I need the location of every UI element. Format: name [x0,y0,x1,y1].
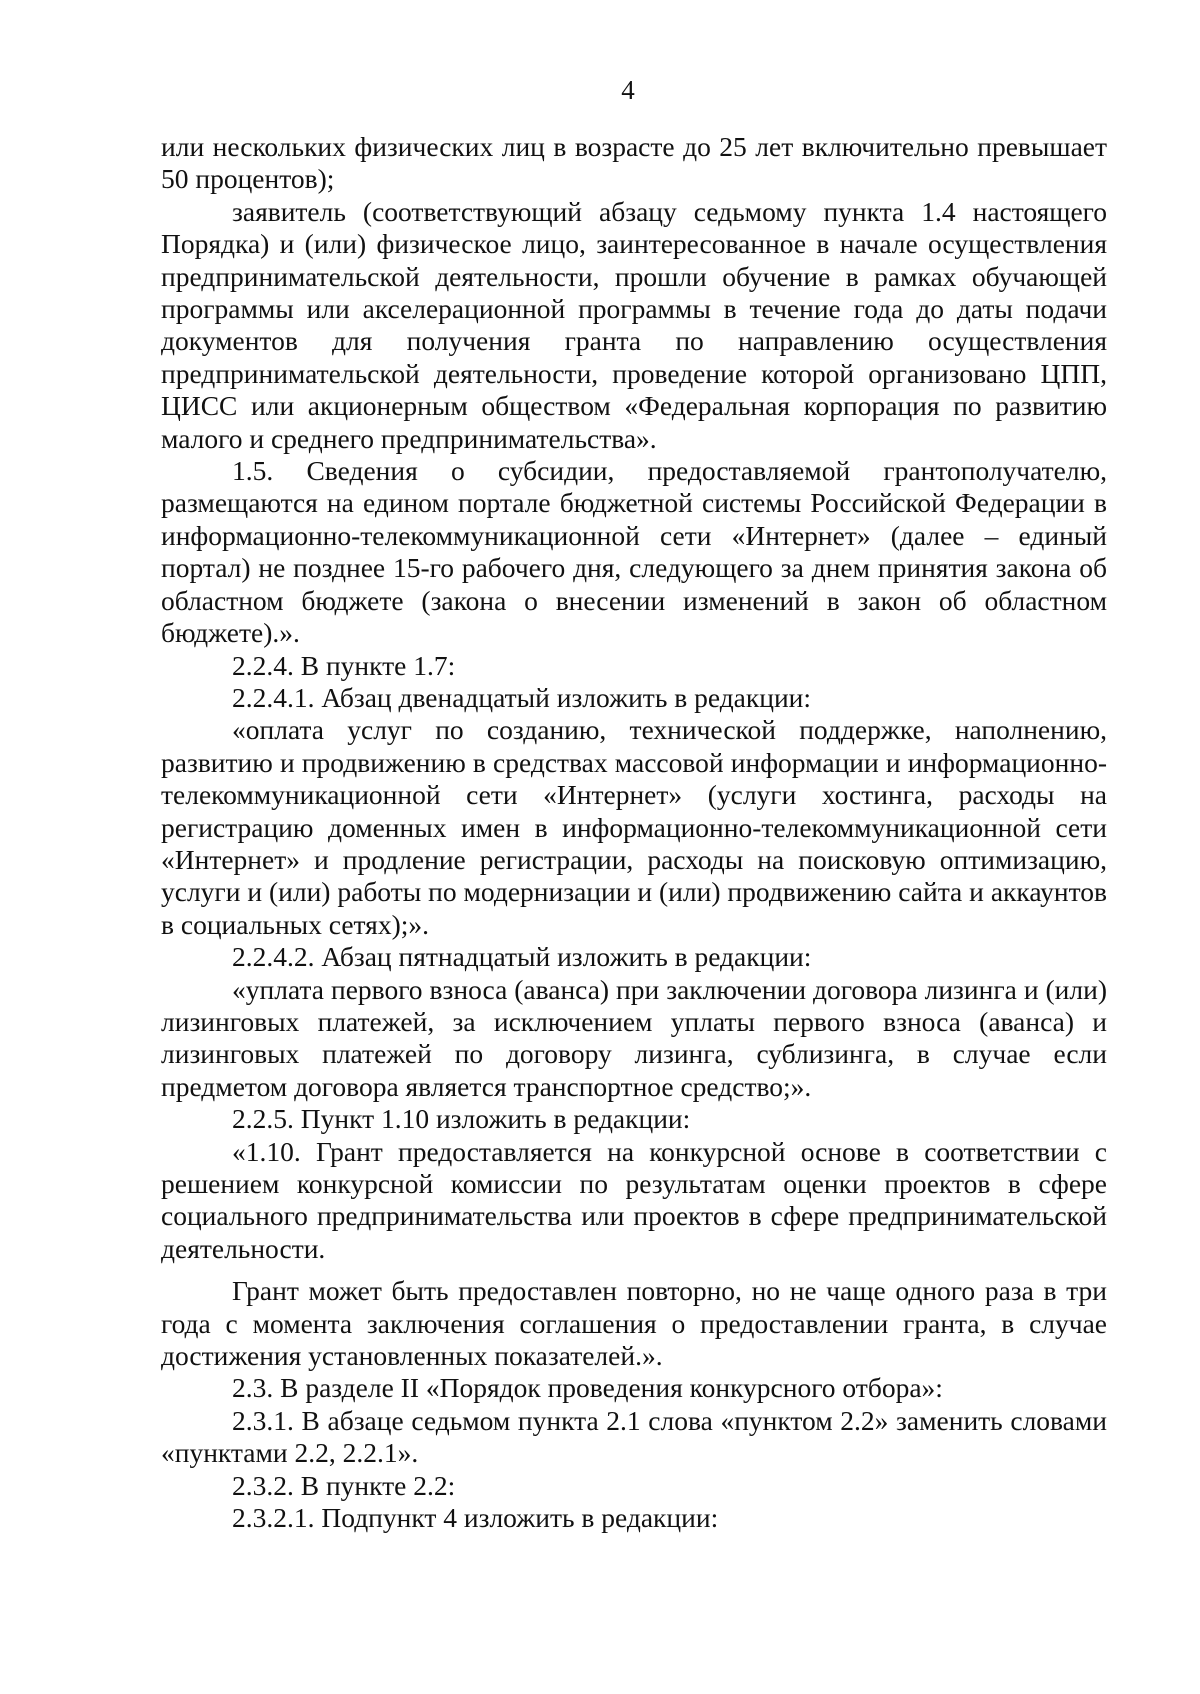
page-number: 4 [621,75,635,105]
paragraph: или нескольких физических лиц в возрасте до 25 лет включительно превышает 50 процентов); [161,131,1107,195]
paragraph: «1.10. Грант предоставляется на конкурсной основе в соответствии с решением конкурсной комиссии по результатам оценки проектов в сфере социального предпринимательства или проектов в сфере предпринимательской деятельности. [161,1135,1107,1264]
document-body [161,131,1107,1534]
paragraph: 2.2.5. Пункт 1.10 изложить в редакции: [232,1103,691,1135]
paragraph: «оплата услуг по созданию, технической поддержке, наполнению, развитию и продвижению в средствах массовой информации и информационно-телекоммуникационной сети «Интернет» (услуги хостинга, расходы на регистрацию доменных имен в информационно-телекоммуникационной сети «Интернет» и продление регистрации, расходы на поисковую оптимизацию, услуги и (или) работы по модернизации и (или) продвижению сайта и аккаунтов в социальных сетях);». [161,714,1107,940]
paragraph: 2.3. В разделе II «Порядок проведения конкурсного отбора»: [232,1372,943,1404]
paragraph: 2.3.2.1. Подпункт 4 изложить в редакции: [232,1502,719,1534]
paragraph: Грант может быть предоставлен повторно, но не чаще одного раза в три года с момента заключения соглашения о предоставлении гранта, в случае достижения установленных показателей.». [161,1275,1107,1372]
paragraph: 1.5. Сведения о субсидии, предоставляемой грантополучателю, размещаются на едином портале бюджетной системы Российской Федерации в информационно-телекоммуникационной сети «Интернет» (далее – единый портал) не позднее 15-го рабочего дня, следующего за днем принятия закона об областном бюджете (закона о внесении изменений в закон об областном бюджете).». [161,455,1107,649]
paragraph: 2.3.1. В абзаце седьмом пункта 2.1 слова «пунктом 2.2» заменить словами «пунктами 2.2, 2.2.1». [161,1404,1107,1469]
paragraph: «уплата первого взноса (аванса) при заключении договора лизинга и (или) лизинговых платежей, за исключением уплаты первого взноса (аванса) и лизинговых платежей по договору лизинга, сублизинга, в случае если предметом договора является транспортное средство;». [161,973,1107,1102]
paragraph: 2.2.4.2. Абзац пятнадцатый изложить в редакции: [232,941,812,973]
paragraph: 2.2.4.1. Абзац двенадцатый изложить в редакции: [232,681,812,713]
paragraph: 2.3.2. В пункте 2.2: [232,1469,456,1501]
paragraph: 2.2.4. В пункте 1.7: [232,649,456,681]
paragraph: заявитель (соответствующий абзацу седьмому пункта 1.4 настоящего Порядка) и (или) физическое лицо, заинтересованное в начале осуществления предпринимательской деятельности, прошли обучение в рамках обучающей программы или акселерационной программы в течение года до даты подачи документов для получения гранта по направлению осуществления предпринимательской деятельности, проведение которой организовано ЦПП, ЦИСС или акционерным обществом «Федеральная корпорация по развитию малого и среднего предпринимательства». [161,195,1107,454]
